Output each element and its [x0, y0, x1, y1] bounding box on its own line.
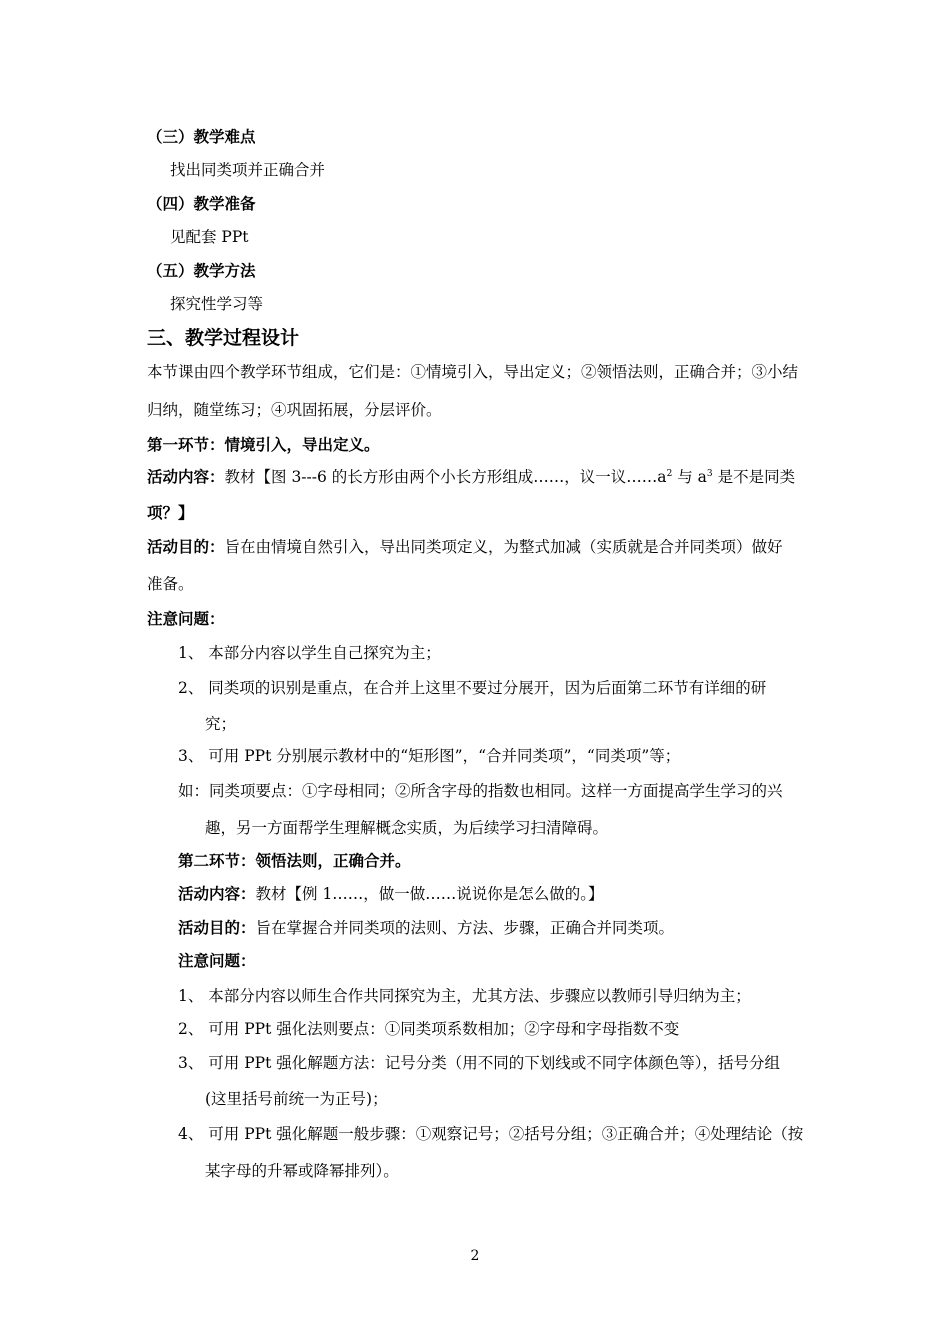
segment1-content-text-a: 教材【图 3---6 的长方形由两个小长方形组成……，议一议……a — [224, 468, 667, 486]
segment1-note-3: 3、 可用 PPt 分别展示教材中的“矩形图”，“合并同类项”，“同类项”等； — [178, 747, 681, 765]
segment1-note-4: 如：同类项要点：①字母相同；②所含字母的指数也相同。这样一方面提高学生学习的兴 — [178, 782, 783, 800]
superscript-2: 2 — [666, 469, 673, 479]
segment2-note-3: 3、 可用 PPt 强化解题方法：记号分类（用不同的下划线或不同字体颜色等），括号分组 — [178, 1054, 780, 1072]
page-number: 2 — [470, 1248, 480, 1264]
segment2-purpose-label: 活动目的： — [178, 918, 256, 937]
segment2-note-4: 4、 可用 PPt 强化解题一般步骤：①观察记号；②括号分组；③正确合并；④处理结论（按 — [178, 1125, 804, 1143]
segment2-purpose-text: 旨在掌握合并同类项的法则、方法、步骤，正确合并同类项。 — [255, 919, 675, 937]
segment1-purpose-line2: 准备。 — [147, 575, 194, 593]
segment2-notes-label: 注意问题： — [178, 951, 256, 970]
segment2-title: 第二环节：领悟法则，正确合并。 — [178, 851, 411, 870]
segment2-content-label: 活动内容： — [178, 884, 256, 903]
intro-paragraph-line2: 归纳，随堂练习；④巩固拓展，分层评价。 — [147, 401, 442, 419]
segment1-content-line2: 项？】 — [147, 503, 194, 522]
heading-process-design: 三、教学过程设计 — [147, 327, 300, 349]
segment1-content-label: 活动内容： — [147, 467, 225, 486]
segment1-note-2-cont: 究； — [205, 715, 237, 733]
segment1-notes-label: 注意问题： — [147, 609, 225, 628]
segment1-purpose — [147, 537, 783, 557]
segment2-note-1: 1、 本部分内容以师生合作共同探究为主，尤其方法、步骤应以教师引导归纳为主； — [178, 987, 751, 1005]
segment2-note-4-cont: 某字母的升幂或降幂排列）。 — [205, 1162, 399, 1180]
superscript-3: 3 — [706, 469, 713, 479]
segment1-content — [147, 467, 795, 487]
segment1-note-2: 2、 同类项的识别是重点，在合并上这里不要过分展开，因为后面第二环节有详细的研 — [178, 679, 767, 697]
segment2-content — [178, 884, 604, 904]
section-body-difficulty: 找出同类项并正确合并 — [170, 161, 326, 179]
segment1-note-4-cont: 趣，另一方面帮学生理解概念实质，为后续学习扫清障碍。 — [205, 819, 609, 837]
segment2-note-3-cont: (这里括号前统一为正号)； — [205, 1090, 388, 1108]
segment1-title: 第一环节：情境引入，导出定义。 — [147, 435, 380, 454]
section-body-method: 探究性学习等 — [170, 295, 264, 313]
section-body-preparation: 见配套 PPt — [170, 228, 249, 246]
section-heading-difficulty: （三）教学难点 — [147, 127, 256, 146]
intro-paragraph-line1: 本节课由四个教学环节组成，它们是：①情境引入，导出定义；②领悟法则，正确合并；③小结 — [147, 363, 799, 381]
segment1-purpose-label: 活动目的： — [147, 537, 225, 556]
section-heading-preparation: （四）教学准备 — [147, 194, 256, 213]
segment2-content-text: 教材【例 1……，做一做……说说你是怎么做的。】 — [255, 885, 604, 903]
segment2-purpose — [178, 918, 674, 938]
segment2-note-2: 2、 可用 PPt 强化法则要点：①同类项系数相加；②字母和字母指数不变 — [178, 1020, 680, 1038]
segment1-note-1: 1、 本部分内容以学生自己探究为主； — [178, 644, 441, 662]
segment1-purpose-text: 旨在由情境自然引入，导出同类项定义，为整式加减（实质就是合并同类项）做好 — [224, 538, 783, 556]
section-heading-method: （五）教学方法 — [147, 261, 256, 280]
segment1-content-text-b: 与 a — [672, 468, 707, 486]
segment1-content-text-c: 是不是同类 — [712, 468, 796, 486]
